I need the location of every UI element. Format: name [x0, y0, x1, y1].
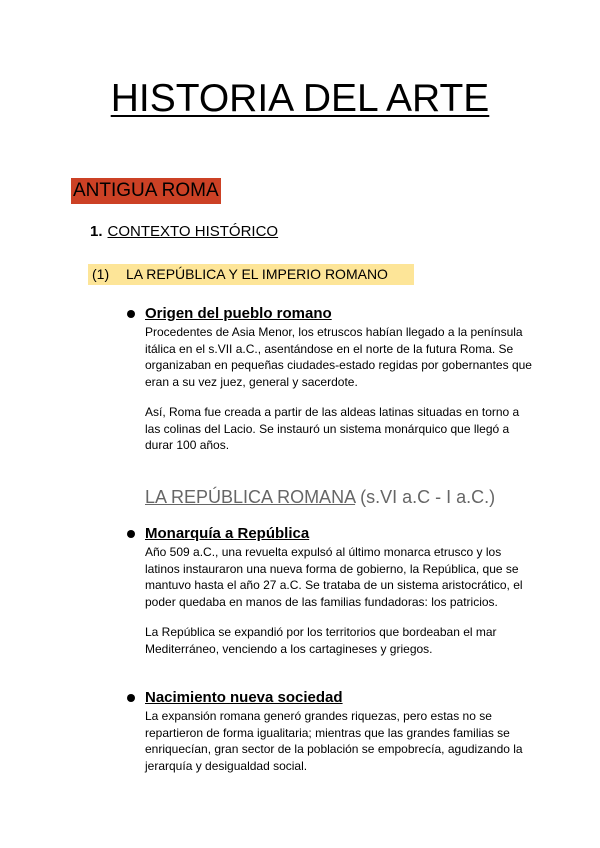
- bullet-icon: [127, 694, 135, 702]
- subsection-heading: [90, 222, 278, 242]
- monarchy-paragraph-1: Año 509 a.C., una revuelta expulsó al último monarca etrusco y los latinos instauraron una nueva forma de gobierno, la República, que se mantuvo hasta el año 27 a.C. Se trataba de un sistema aristocrático, el poder quedaba en manos de las familias fundadoras: los patricios.: [145, 545, 523, 609]
- highlighted-heading-title: LA REPÚBLICA Y EL IMPERIO ROMANO: [126, 266, 388, 282]
- origin-paragraph-2: Así, Roma fue creada a partir de las aldeas latinas situadas en torno a las colinas del Lacio. Se instauró un sistema monárquico que llegó a durar 100 años.: [145, 405, 520, 452]
- society-paragraph-1: La expansión romana generó grandes riquezas, pero estas no se repartieron de forma igualitaria; mientras que las grandes familias se enriquecían, gran sector de la población se empobrecía, agudizando la jerarquía y desigualdad social.: [145, 709, 523, 773]
- monarchy-title: Monarquía a República: [145, 525, 310, 542]
- republic-heading-title: LA REPÚBLICA ROMANA: [145, 487, 356, 507]
- bullet-icon: [127, 530, 135, 538]
- section-heading: ANTIGUA ROMA: [71, 178, 221, 204]
- subsection-title: CONTEXTO HISTÓRICO: [107, 223, 279, 240]
- origin-title: Origen del pueblo romano: [145, 305, 332, 322]
- republic-heading-period: (s.VI a.C - I a.C.): [360, 487, 496, 507]
- highlighted-heading-number: (1): [92, 266, 110, 282]
- document-title: HISTORIA DEL ARTE: [110, 77, 490, 120]
- subsection-number: 1.: [90, 223, 103, 240]
- bullet-icon: [127, 310, 135, 318]
- monarchy-paragraph-2: La República se expandió por los territorios que bordeaban el mar Mediterráneo, venciendo a los cartagineses y griegos.: [145, 625, 497, 656]
- highlighted-heading: [88, 264, 414, 285]
- republic-heading: [145, 485, 495, 509]
- origin-paragraph-1: Procedentes de Asia Menor, los etruscos habían llegado a la península itálica en el s.VII a.C., asentándose en el norte de la futura Roma. Se organizaban en pequeñas ciudades-estado regidas por gobernantes que eran a su vez juez, general y sacerdote.: [145, 325, 532, 389]
- society-title: Nacimiento nueva sociedad: [145, 689, 343, 706]
